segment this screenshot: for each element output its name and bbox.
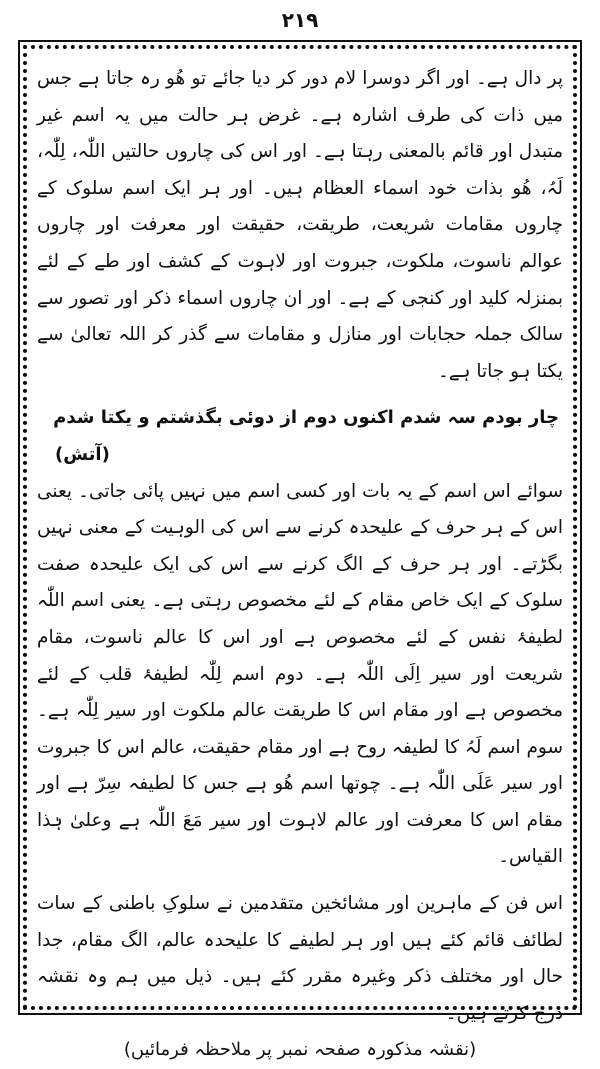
page-body [37,61,563,1061]
verse-attribution: (آتش) [55,443,110,465]
page-border-frame [23,45,577,1061]
page-number: ۲۱۹ [281,8,319,32]
table-reference-note: (نقشہ مذکورہ صفحہ نمبر پر ملاحظہ فرمائیں) [123,1039,477,1061]
paragraph-1: پر دال ہے۔ اور اگر دوسرا لام دور کر دیا جائے تو ھُو رہ جاتا ہے جس میں ذات کی طرف اشارہ ہے۔ غرض ہر حالت میں یہ اسم غیر متبدل اور قائم بالمعنی رہتا ہے۔ اور اس کی چاروں حالتیں اللّٰہ، لِلّٰہ، لَہُ، ھُو بذات خود اسماء العظام ہیں۔ اور ہر ایک اسم سلوک کے چاروں مقامات شریعت، طریقت، حقیقت اور معرفت اور چاروں عوالم ناسوت، ملکوت، جبروت اور لاہوت کے کشف اور طے کے لئے بمنزلہ کلید اور کنجی کے ہے۔ اور ان چاروں اسماء ذکر اور تصور سے سالک جملہ حجابات اور منازل و مقامات سے گذر کر اللہ تعالیٰ سے یکتا ہو جاتا ہے۔ [37,68,563,382]
persian-verse: چار بودم سہ شدم اکنوں دوم از دوئی بگذشتم و یکتا شدم [53,407,559,429]
paragraph-3: اس فن کے ماہرین اور مشائخین متقدمین نے سلوکِ باطنی کے سات لطائف قائم کئے ہیں اور ہر لطیفے کا علیحدہ عالم، الگ مقام، جدا حال اور مختلف ذکر وغیرہ مقرر کئے ہیں۔ ذیل میں ہم وہ نقشہ درج کرتے ہیں۔ [37,893,563,1024]
paragraph-2: سوائے اس اسم کے یہ بات اور کسی اسم میں نہیں پائی جاتی۔ یعنی اس کے ہر حرف کے علیحدہ کرنے سے اس کی الوہیت کے معنی نہیں بگڑتے۔ اور ہر حرف کے الگ کرنے سے اس کی ایک علیحدہ صفت سلوک کے ایک خاص مقام کے لئے مخصوص رہتی ہے۔ یعنی اسم اللّٰہ لطیفۂ نفس کے لئے مخصوص ہے اور اس کا عالم ناسوت، مقام شریعت اور سیر اِلَی اللّٰہ ہے۔ دوم اسم لِلّٰہ لطیفۂ قلب کے لئے مخصوص ہے اور مقام اس کا طریقت عالم ملکوت اور سیر لِلّٰہ ہے۔ سوم اسم لَہُ کا لطیفہ روح ہے اور مقام حقیقت، عالم اس کا جبروت اور سیر عَلَی اللّٰہ ہے۔ چوتھا اسم ھُو ہے جس کا لطیفہ سِرّ ہے اور مقام اس کا معرفت اور عالم لاہوت اور سیر مَعَ اللّٰہ ہے وعلیٰ ہٰذا القیاس۔ [37,480,563,868]
